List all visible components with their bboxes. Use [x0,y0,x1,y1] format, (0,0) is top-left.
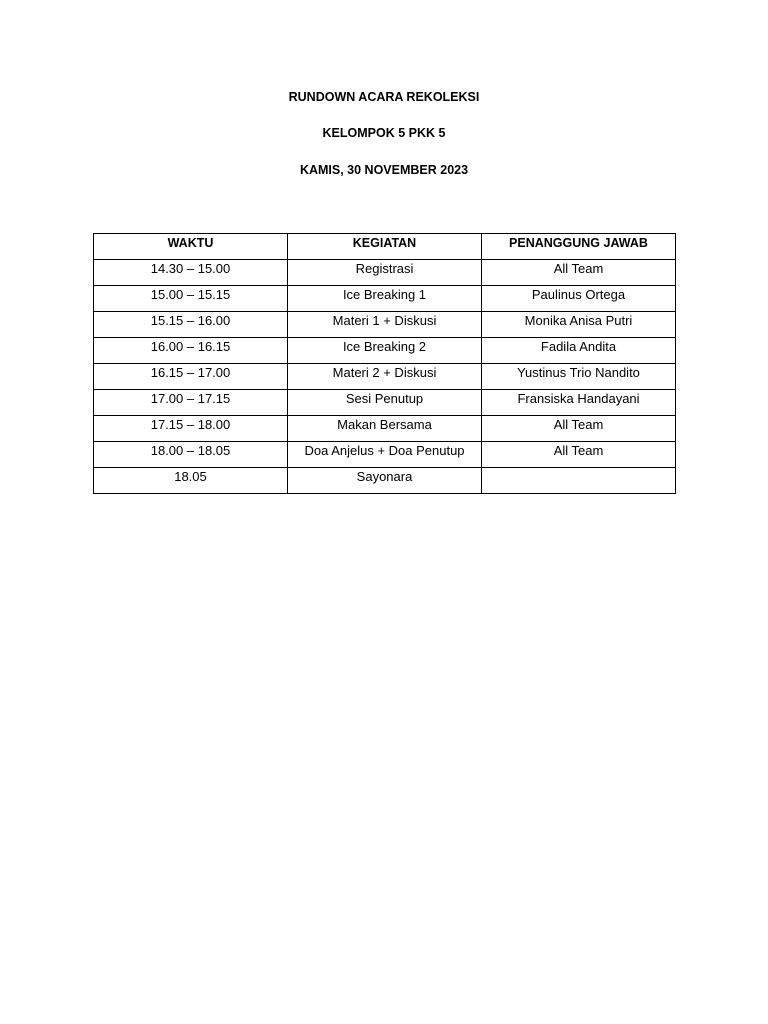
column-header-penanggung-jawab: PENANGGUNG JAWAB [482,234,676,260]
document-date: KAMIS, 30 NOVEMBER 2023 [299,163,469,177]
cell-penanggung-jawab: Yustinus Trio Nandito [482,364,676,390]
table-row [94,364,676,390]
table-row [94,442,676,468]
table-row [94,468,676,494]
cell-kegiatan: Makan Bersama [288,416,482,442]
cell-waktu: 18.05 [94,468,288,494]
cell-kegiatan: Materi 2 + Diskusi [288,364,482,390]
cell-penanggung-jawab: All Team [482,416,676,442]
cell-kegiatan: Materi 1 + Diskusi [288,312,482,338]
cell-kegiatan: Sayonara [288,468,482,494]
document-subtitle: KELOMPOK 5 PKK 5 [322,126,446,140]
cell-waktu: 17.15 – 18.00 [94,416,288,442]
cell-penanggung-jawab [482,468,676,494]
table-row [94,338,676,364]
rundown-table [93,233,676,494]
table-header-row [94,234,676,260]
cell-kegiatan: Ice Breaking 1 [288,286,482,312]
table-row [94,286,676,312]
cell-kegiatan: Doa Anjelus + Doa Penutup [288,442,482,468]
cell-penanggung-jawab: Fransiska Handayani [482,390,676,416]
column-header-waktu: WAKTU [94,234,288,260]
cell-waktu: 16.15 – 17.00 [94,364,288,390]
column-header-kegiatan: KEGIATAN [288,234,482,260]
cell-penanggung-jawab: Monika Anisa Putri [482,312,676,338]
cell-penanggung-jawab: All Team [482,442,676,468]
cell-waktu: 15.00 – 15.15 [94,286,288,312]
cell-waktu: 15.15 – 16.00 [94,312,288,338]
table-row [94,312,676,338]
table-row [94,390,676,416]
cell-kegiatan: Registrasi [288,260,482,286]
cell-waktu: 18.00 – 18.05 [94,442,288,468]
document-title: RUNDOWN ACARA REKOLEKSI [288,90,480,104]
cell-waktu: 14.30 – 15.00 [94,260,288,286]
cell-kegiatan: Sesi Penutup [288,390,482,416]
cell-waktu: 16.00 – 16.15 [94,338,288,364]
cell-penanggung-jawab: Paulinus Ortega [482,286,676,312]
cell-kegiatan: Ice Breaking 2 [288,338,482,364]
table-row [94,260,676,286]
cell-penanggung-jawab: All Team [482,260,676,286]
table-row [94,416,676,442]
cell-penanggung-jawab: Fadila Andita [482,338,676,364]
cell-waktu: 17.00 – 17.15 [94,390,288,416]
